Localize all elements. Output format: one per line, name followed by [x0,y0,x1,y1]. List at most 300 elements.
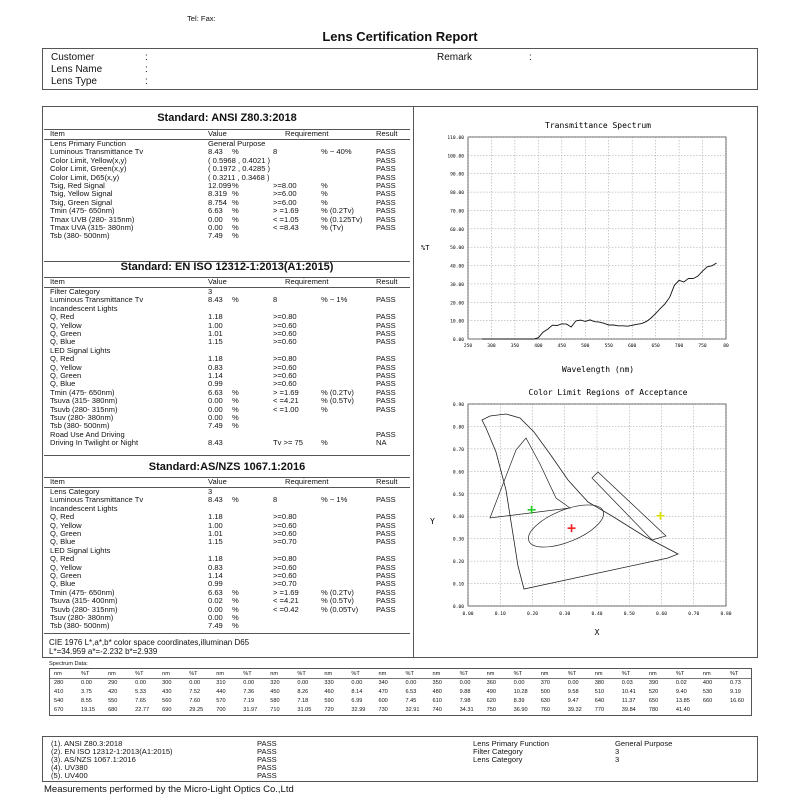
row-item: Road Use And Driving [50,429,125,439]
spectrum-cell: 7.19 [243,698,255,704]
row-result: PASS [376,147,396,157]
col-value: Value [208,129,227,138]
spectral-locus [482,414,678,589]
col-result: Result [376,129,398,138]
spectrum-cell: 320 [270,680,280,686]
row-item: Q, Yellow [50,362,82,372]
spectrum-cell: nm [378,671,387,677]
row-item: Color Limit, Green(x,y) [50,164,127,174]
row-item: Tsig, Green Signal [50,197,113,207]
x-tick-label: 350 [510,344,520,349]
spectrum-cell: %T [567,671,577,677]
spectrum-cell: 420 [108,689,118,695]
x-tick-label: 450 [557,344,566,349]
row-requirement: 8 [273,495,278,505]
row-item: Q, Green [50,529,82,538]
row-requirement-unit: % (Tv) [321,223,344,232]
transmittance-chart [416,110,756,380]
col-value: Value [208,477,227,486]
row-item: Q, Green [50,371,82,380]
row-item: Q, Green [50,329,82,338]
spectrum-cell: nm [540,671,549,677]
spectrum-cell: 340 [378,680,388,686]
row-value: ( 0.1972 , 0.4285 ) [208,164,271,174]
row-value: 8.43 [208,495,223,505]
row-item: Q, Blue [50,379,76,389]
y-tick-label: 50.00 [450,246,464,252]
y-tick-label: 0.70 [452,447,464,453]
spectrum-cell: 7.45 [405,698,417,704]
asnzs-section [44,458,410,638]
spectrum-cell: 470 [378,689,388,695]
y-tick-label: 0.60 [452,470,464,476]
row-value: 7.49 [208,421,223,431]
spectrum-cell: 720 [324,707,334,713]
col-item: Item [50,277,65,286]
x-tick-label: 0.20 [526,612,539,617]
spectrum-table [49,668,752,716]
col-item: Item [50,477,65,486]
lens-name-colon: : [145,64,148,75]
spectrum-cell: 41.40 [675,707,690,713]
row-item: Tmin (475- 650nm) [50,206,115,216]
spectrum-cell: 600 [378,698,388,704]
row-result: PASS [376,429,396,439]
table-row [44,513,410,521]
row-unit: % [232,404,239,414]
x-axis-label: Wavelength (nm) [561,365,635,374]
row-result: PASS [376,371,396,380]
table-row [44,322,410,330]
row-item: Filter Category [50,287,100,296]
row-requirement-unit: % (0.05Tv) [321,604,359,614]
row-item: Lens Category [50,487,100,496]
row-value: 8.43 [208,147,223,157]
cie-line1: CIE 1976 L*,a*,b* color space coordinates,illuminan D65 [49,638,250,647]
spectrum-cell: 0.00 [567,680,579,686]
summary-value: 3 [615,747,620,756]
y-tick-label: 0.30 [452,537,464,543]
row-value: 0.00 [208,613,223,622]
row-requirement: < =8.43 [273,223,299,232]
row-item: Tsb (380- 500nm) [50,231,110,241]
spectrum-cell: 670 [54,707,64,713]
spectrum-cell: 39.32 [567,707,582,713]
summary-standard: (3). AS/NZS 1067.1:2016 [51,755,136,764]
row-item: Luminous Transmittance Tv [50,147,144,157]
y-tick-label: 80.00 [450,191,464,197]
row-item: Luminous Transmittance Tv [50,295,144,305]
row-value: 8.43 [208,295,223,305]
spectrum-cell: 610 [432,698,442,704]
summary-standard: (4). UV380 [51,763,88,772]
row-result: PASS [376,512,396,522]
col-value: Value [208,277,227,286]
spectrum-cell: nm [702,671,711,677]
spectrum-cell: 570 [216,698,226,704]
table-row [44,355,410,363]
spectrum-cell: 630 [540,698,551,704]
row-requirement: < =1.00 [273,404,299,414]
row-value: 1.14 [208,371,223,380]
y-tick-label: 0.50 [452,492,464,498]
spectrum-cell: 9.58 [567,689,579,695]
row-requirement: >=0.60 [273,320,297,330]
spectrum-cell: nm [216,671,224,677]
row-result: PASS [376,295,396,305]
y-tick-label: 70.00 [450,209,464,215]
row-unit: % [232,587,239,597]
x-tick-label: 500 [581,344,590,349]
row-result: PASS [376,387,396,397]
summary-standard: (5). UV400 [51,771,88,780]
spectrum-cell: 32.91 [405,707,420,713]
spectrum-cell: 490 [486,689,496,695]
row-requirement: 8 [273,295,278,305]
y-tick-label: 0.80 [452,425,464,431]
spectrum-cell: 750 [486,707,496,713]
row-result: PASS [376,312,396,322]
row-result: PASS [376,604,396,614]
spectrum-cell: 9.47 [567,698,579,704]
row-result: PASS [376,554,396,564]
row-unit: % [232,421,239,431]
row-value: 1.18 [208,554,223,564]
y-axis-label: %T [421,244,430,252]
row-value: 1.18 [208,512,223,522]
row-requirement: < =1.05 [273,214,299,224]
spectrum-cell: 450 [270,689,280,695]
row-value: 8.754 [208,197,228,207]
x-tick-label: 300 [487,344,496,349]
x-tick-label: 0.40 [591,612,603,617]
spectrum-cell: 480 [432,689,442,695]
spectrum-cell: 650 [648,698,659,704]
row-value: 0.99 [208,579,223,589]
row-item: Q, Yellow [50,320,82,330]
row-unit: % [232,214,239,224]
report-title: Lens Certification Report [322,29,478,44]
y-tick-label: 0.00 [452,338,464,343]
spectrum-cell: 5.33 [135,689,146,695]
main-divider [413,106,414,658]
spectrum-cell: %T [243,671,252,677]
row-value: ( 0.5968 , 0.4021 ) [208,155,271,165]
row-result: PASS [376,354,396,364]
x-tick-label: 0.60 [655,612,668,617]
y-tick-label: 0.10 [452,582,464,588]
y-tick-label: 10.00 [450,319,464,325]
y-tick-label: 0.00 [452,605,464,610]
row-item: Q, Blue [50,579,76,589]
spectrum-cell: 390 [648,680,659,686]
row-result: PASS [376,164,396,174]
spectrum-cell: 370 [540,680,551,686]
row-value: 1.15 [208,537,223,547]
spectrum-cell: %T [351,671,360,677]
spectrum-cell: 32.99 [351,707,366,713]
row-value: 3 [208,287,213,296]
spectrum-cell: 780 [648,707,659,713]
spectrum-cell: %T [459,671,468,677]
row-item: Q, Red [50,354,75,364]
row-item: Q, Red [50,512,75,522]
row-value: 1.01 [208,329,223,338]
row-item: LED Signal Lights [50,545,111,555]
row-result: PASS [376,337,396,347]
spectrum-cell: 19.15 [81,707,96,713]
spectrum-cell: 280 [54,680,64,686]
en-section [44,262,410,462]
remark-label: Remark [437,52,473,63]
row-result: PASS [376,596,396,606]
row-unit: % [232,396,239,406]
row-value: 6.63 [208,206,223,216]
summary-result: PASS [257,771,277,780]
table-row [44,305,410,313]
x-tick-label: 0.50 [623,612,635,617]
spectrum-cell: 530 [702,689,713,695]
spectrum-cell: 9.88 [459,689,471,695]
table-row [44,622,410,630]
row-requirement: >=0.60 [273,329,297,338]
row-value: 7.49 [208,231,223,241]
spectrum-cell: 9.19 [729,689,741,695]
row-result: PASS [376,529,396,538]
color-point-2 [656,512,664,520]
spectrum-cell: %T [675,671,685,677]
row-unit: % [232,387,239,397]
summary-value: General Purpose [615,739,673,748]
row-unit: % [232,621,239,631]
row-unit: % [232,495,239,505]
spectrum-cell: 0.00 [405,680,417,686]
row-requirement-unit: % [321,404,328,414]
col-requirement: Requirement [285,277,329,286]
row-requirement: < =0.42 [273,604,299,614]
row-result: PASS [376,206,396,216]
summary-value: 3 [615,755,620,764]
spectrum-cell: 8.39 [513,698,525,704]
spectrum-cell: nm [162,671,170,677]
row-requirement: > =1.69 [273,206,299,216]
row-requirement-unit: % (0.125Tv) [321,214,363,224]
spectrum-cell: %T [189,671,198,677]
spectrum-cell: 440 [216,689,226,695]
row-result: PASS [376,329,396,338]
row-result: PASS [376,520,396,530]
spectrum-cell: nm [648,671,657,677]
spectrum-cell: 22.77 [135,707,150,713]
table-row [44,372,410,380]
row-result: PASS [376,181,396,190]
col-result: Result [376,477,398,486]
row-result: PASS [376,362,396,372]
row-requirement: 8 [273,147,278,157]
table-row [44,347,410,355]
row-item: Q, Red [50,554,75,564]
row-value: ( 0.3211 , 0.3468 ) [208,172,270,182]
spectrum-cell: 7.18 [297,698,309,704]
row-requirement: >=0.80 [273,312,297,322]
region-green [490,438,570,518]
row-requirement: >=0.60 [273,529,297,538]
spectrum-cell: nm [486,671,495,677]
x-tick-label: 600 [628,344,637,349]
table-row [44,232,410,240]
spectrum-cell: 380 [594,680,605,686]
spectrum-cell: 6.99 [351,698,363,704]
spectrum-cell: nm [594,671,603,677]
spectrum-cell: 760 [540,707,551,713]
row-value: 0.00 [208,223,223,232]
spectrum-cell: 0.73 [729,680,741,686]
y-tick-label: 60.00 [450,227,464,233]
row-item: Tmin (475- 650nm) [50,387,115,397]
en-col-header [44,278,410,286]
spectrum-cell: 36.90 [513,707,528,713]
row-item: Tsuvb (280- 315nm) [50,404,118,414]
table-row [44,547,410,555]
row-requirement: >=6.00 [273,189,297,199]
table-row [44,530,410,538]
row-requirement: >=0.60 [273,337,297,347]
row-value: 12.099 [208,181,232,190]
x-tick-label: 400 [534,344,543,349]
spectrum-cell: 660 [702,698,713,704]
row-requirement: >=0.70 [273,537,297,547]
row-requirement: < =4.21 [273,596,299,606]
col-requirement: Requirement [285,129,329,138]
spectrum-cell: 7.65 [135,698,146,704]
spectrum-cell: 700 [216,707,226,713]
spectrum-cell: 620 [486,698,496,704]
x-tick-label: 0.30 [559,612,571,617]
spectrum-cell: 16.60 [729,698,744,704]
spectrum-cell: 400 [702,680,713,686]
y-tick-label: 20.00 [450,301,464,307]
row-value: 0.83 [208,562,223,572]
spectrum-cell: %T [729,671,739,677]
summary-result: PASS [257,747,277,756]
tel-fax: Tel: Fax: [187,14,216,23]
row-value: General Purpose [208,139,266,148]
row-item: Q, Blue [50,537,76,547]
row-item: Q, Red [50,312,75,322]
spectrum-cell: 3.75 [81,689,92,695]
spectrum-cell: nm [324,671,333,677]
row-requirement: >=0.60 [273,571,297,580]
summary-box [42,736,758,782]
row-requirement: >=0.60 [273,371,297,380]
en-title: Standard: EN ISO 12312-1:2013(A1:2015) [120,261,334,273]
row-requirement-unit: % (0.5Tv) [321,596,354,606]
row-requirement-unit: % [321,189,328,199]
spectrum-cell: 0.00 [135,680,146,686]
x-tick-label: 0.00 [462,612,474,617]
spectrum-cell: 9.40 [675,689,687,695]
row-result: NA [376,438,387,448]
row-item: Lens Primary Function [50,139,126,148]
row-item: Q, Yellow [50,562,82,572]
spectrum-cell: 560 [162,698,172,704]
row-item: Tsuvb (280- 315nm) [50,604,118,614]
spectrum-cell: %T [135,671,144,677]
row-value: 0.00 [208,404,223,414]
spectrum-cell: %T [81,671,90,677]
row-requirement: >=6.00 [273,197,297,207]
row-item: Q, Blue [50,337,76,347]
row-item: Tsuva (315- 400nm) [50,596,118,606]
x-axis-label: X [594,628,600,637]
row-item: Tsuv (280- 380nm) [50,613,114,622]
row-value: 0.99 [208,379,223,389]
row-item: Tmin (475- 650nm) [50,587,115,597]
x-tick-label: 80 [723,344,729,349]
row-requirement-unit: % (0.2Tv) [321,206,354,216]
row-unit: % [232,223,239,232]
row-requirement: >=0.80 [273,354,297,364]
row-item: Tsb (380- 500nm) [50,421,110,431]
row-result: PASS [376,587,396,597]
ansi-section [44,108,410,258]
row-result: PASS [376,189,396,199]
spectrum-cell: 13.85 [675,698,690,704]
row-value: 0.00 [208,413,223,422]
spectrum-cell: 8.14 [351,689,363,695]
spectrum-cell: 8.26 [297,689,309,695]
info-box [42,48,758,90]
spectrum-cell: 0.03 [621,680,633,686]
x-tick-label: 0.80 [720,612,732,617]
row-result: PASS [376,155,396,165]
row-result: PASS [376,396,396,406]
row-value: 1.15 [208,337,223,347]
spectrum-cell: 310 [216,680,226,686]
row-value: 0.00 [208,604,223,614]
row-result: PASS [376,172,396,182]
row-requirement: > =1.69 [273,587,299,597]
spectrum-cell: 11.37 [621,698,636,704]
row-item: LED Signal Lights [50,345,111,355]
spectrum-cell: nm [54,671,62,677]
row-requirement-unit: % ~ 1% [321,495,348,505]
summary-standard: (1). ANSI Z80.3:2018 [51,739,123,748]
row-unit: % [232,231,239,241]
footer-text: Measurements performed by the Micro-Light Optics Co.,Ltd [44,784,294,795]
spectrum-cell: 8.55 [81,698,92,704]
row-requirement-unit: % ~ 40% [321,147,352,157]
spectrum-cell: 0.00 [81,680,92,686]
spectrum-cell: 31.97 [243,707,258,713]
color-point-1 [568,524,576,532]
spectrum-cell: 710 [270,707,280,713]
chart-title: Transmittance Spectrum [545,121,651,130]
row-result: PASS [376,495,396,505]
row-item: Driving In Twilight or Night [50,438,139,448]
spectrum-cell: 0.00 [189,680,201,686]
row-requirement: >=0.60 [273,562,297,572]
spectrum-cell: 0.02 [675,680,687,686]
row-value: 1.00 [208,520,223,530]
row-value: 3 [208,487,213,496]
row-requirement: >=0.80 [273,554,297,564]
row-item: Q, Yellow [50,520,82,530]
row-value: 0.83 [208,362,223,372]
spectrum-cell: 460 [324,689,334,695]
transmittance-series-line [482,263,716,339]
row-unit: % [232,295,239,305]
